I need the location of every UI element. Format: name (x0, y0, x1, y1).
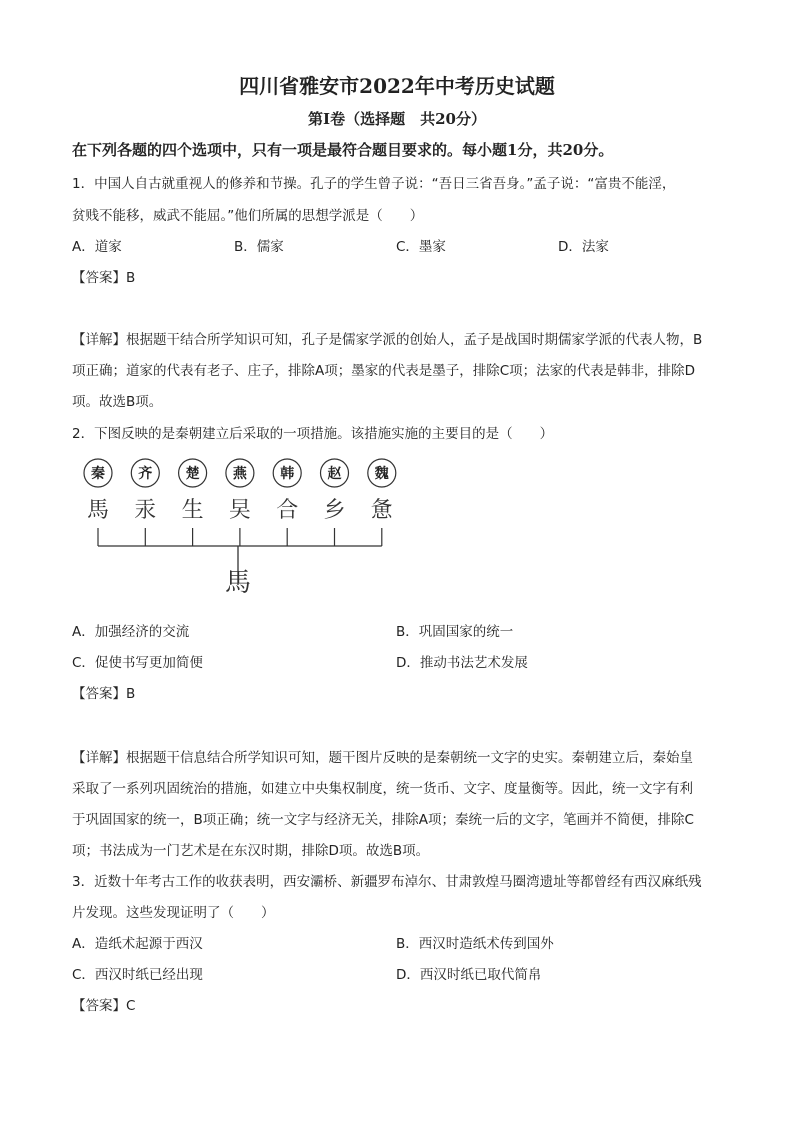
q2-detail-line-4: 项；书法成为一门艺术是在东汉时期，排除D项。故选B项。 (72, 843, 430, 859)
q2-option-d: D．推动书法艺术发展 (396, 655, 528, 671)
state-script-glyph: 馬 (86, 498, 110, 523)
q3-option-a: A．造纸术起源于西汉 (72, 936, 203, 952)
q3-answer (72, 994, 135, 1014)
state-name: 魏 (374, 466, 389, 482)
state-name: 赵 (327, 466, 342, 482)
q1-option-d: D．法家 (558, 239, 609, 255)
state-name: 楚 (185, 466, 200, 482)
q2-answer (72, 682, 135, 702)
answer-value: B (126, 686, 136, 702)
q2-option-a: A．加强经济的交流 (72, 624, 190, 640)
q1-answer (72, 266, 135, 286)
q1-detail-line-2: 项正确；道家的代表有老子、庄子，排除A项；墨家的代表是墨子，排除C项；法家的代表是韩非，排除D (72, 363, 696, 379)
state-script-glyph: 合 (276, 498, 299, 523)
q2-detail-line-2: 采取了一系列巩固统治的措施，如建立中央集权制度，统一货币、文字、度量衡等。因此，统一文字有利 (72, 781, 693, 797)
section-heading: 第Ⅰ卷（选择题 共20分） (308, 110, 486, 128)
q2-stem-line-1: 2．下图反映的是秦朝建立后采取的一项措施。该措施实施的主要目的是（ ） (72, 426, 554, 442)
q1-option-c: C．墨家 (396, 239, 446, 255)
q3-stem-line-1: 3．近数十年考古工作的收获表明，西安灞桥、新疆罗布淖尔、甘肃敦煌马圈湾遗址等都曾经有西汉麻纸残 (72, 874, 702, 890)
page-title: 四川省雅安市2022年中考历史试题 (239, 74, 555, 98)
answer-label: 【答案】 (72, 998, 126, 1014)
q3-option-c: C．西汉时纸已经出现 (72, 967, 203, 983)
state-script-glyph: 乡 (323, 498, 346, 523)
state-name: 燕 (232, 466, 247, 482)
q1-detail-line-1: 【详解】根据题干结合所学知识可知，孔子是儒家学派的创始人，孟子是战国时期儒家学派的代表人物，B (72, 332, 703, 348)
answer-label: 【答案】 (72, 270, 126, 286)
q1-option-a: A．道家 (72, 239, 122, 255)
q2-detail-line-3: 于巩固国家的统一，B项正确；统一文字与经济无关，排除A项；秦统一后的文字，笔画并不简便，排除C (72, 812, 694, 828)
q3-option-b: B．西汉时造纸术传到国外 (396, 936, 554, 952)
unified-script-glyph: 馬 (224, 568, 252, 598)
state-script-glyph: 旲 (228, 498, 251, 523)
answer-value: C (126, 998, 136, 1014)
answer-label: 【答案】 (72, 686, 126, 702)
q1-stem-line-1: 1．中国人自古就重视人的修养和节操。孔子的学生曾子说：“吾日三省吾身。”孟子说：“富贵不能淫， (72, 176, 676, 192)
state-script-glyph: 生 (181, 498, 204, 523)
answer-value: B (126, 270, 136, 286)
instructions: 在下列各题的四个选项中，只有一项是最符合题目要求的。每小题1分，共20分。 (72, 141, 614, 159)
q2-detail-line-1: 【详解】根据题干信息结合所学知识可知，题干图片反映的是秦朝统一文字的史实。秦朝建立后，秦始皇 (72, 750, 693, 766)
state-name: 韩 (280, 466, 295, 482)
q3-option-d: D．西汉时纸已取代简帛 (396, 967, 542, 983)
q1-option-b: B．儒家 (234, 239, 284, 255)
q2-option-b: B．巩固国家的统一 (396, 624, 514, 640)
q2-option-c: C．促使书写更加简便 (72, 655, 203, 671)
script-unification-figure (80, 455, 400, 605)
q3-stem-line-2: 片发现。这些发现证明了（ ） (72, 905, 275, 921)
state-script-glyph: 汞 (134, 498, 157, 523)
state-script-glyph: 惫 (370, 498, 393, 523)
q1-detail-line-3: 项。故选B项。 (72, 394, 163, 410)
state-name: 秦 (91, 466, 105, 482)
q1-stem-line-2: 贫贱不能移，威武不能屈。”他们所属的思想学派是（ ） (72, 208, 424, 224)
state-name: 齐 (138, 466, 153, 482)
